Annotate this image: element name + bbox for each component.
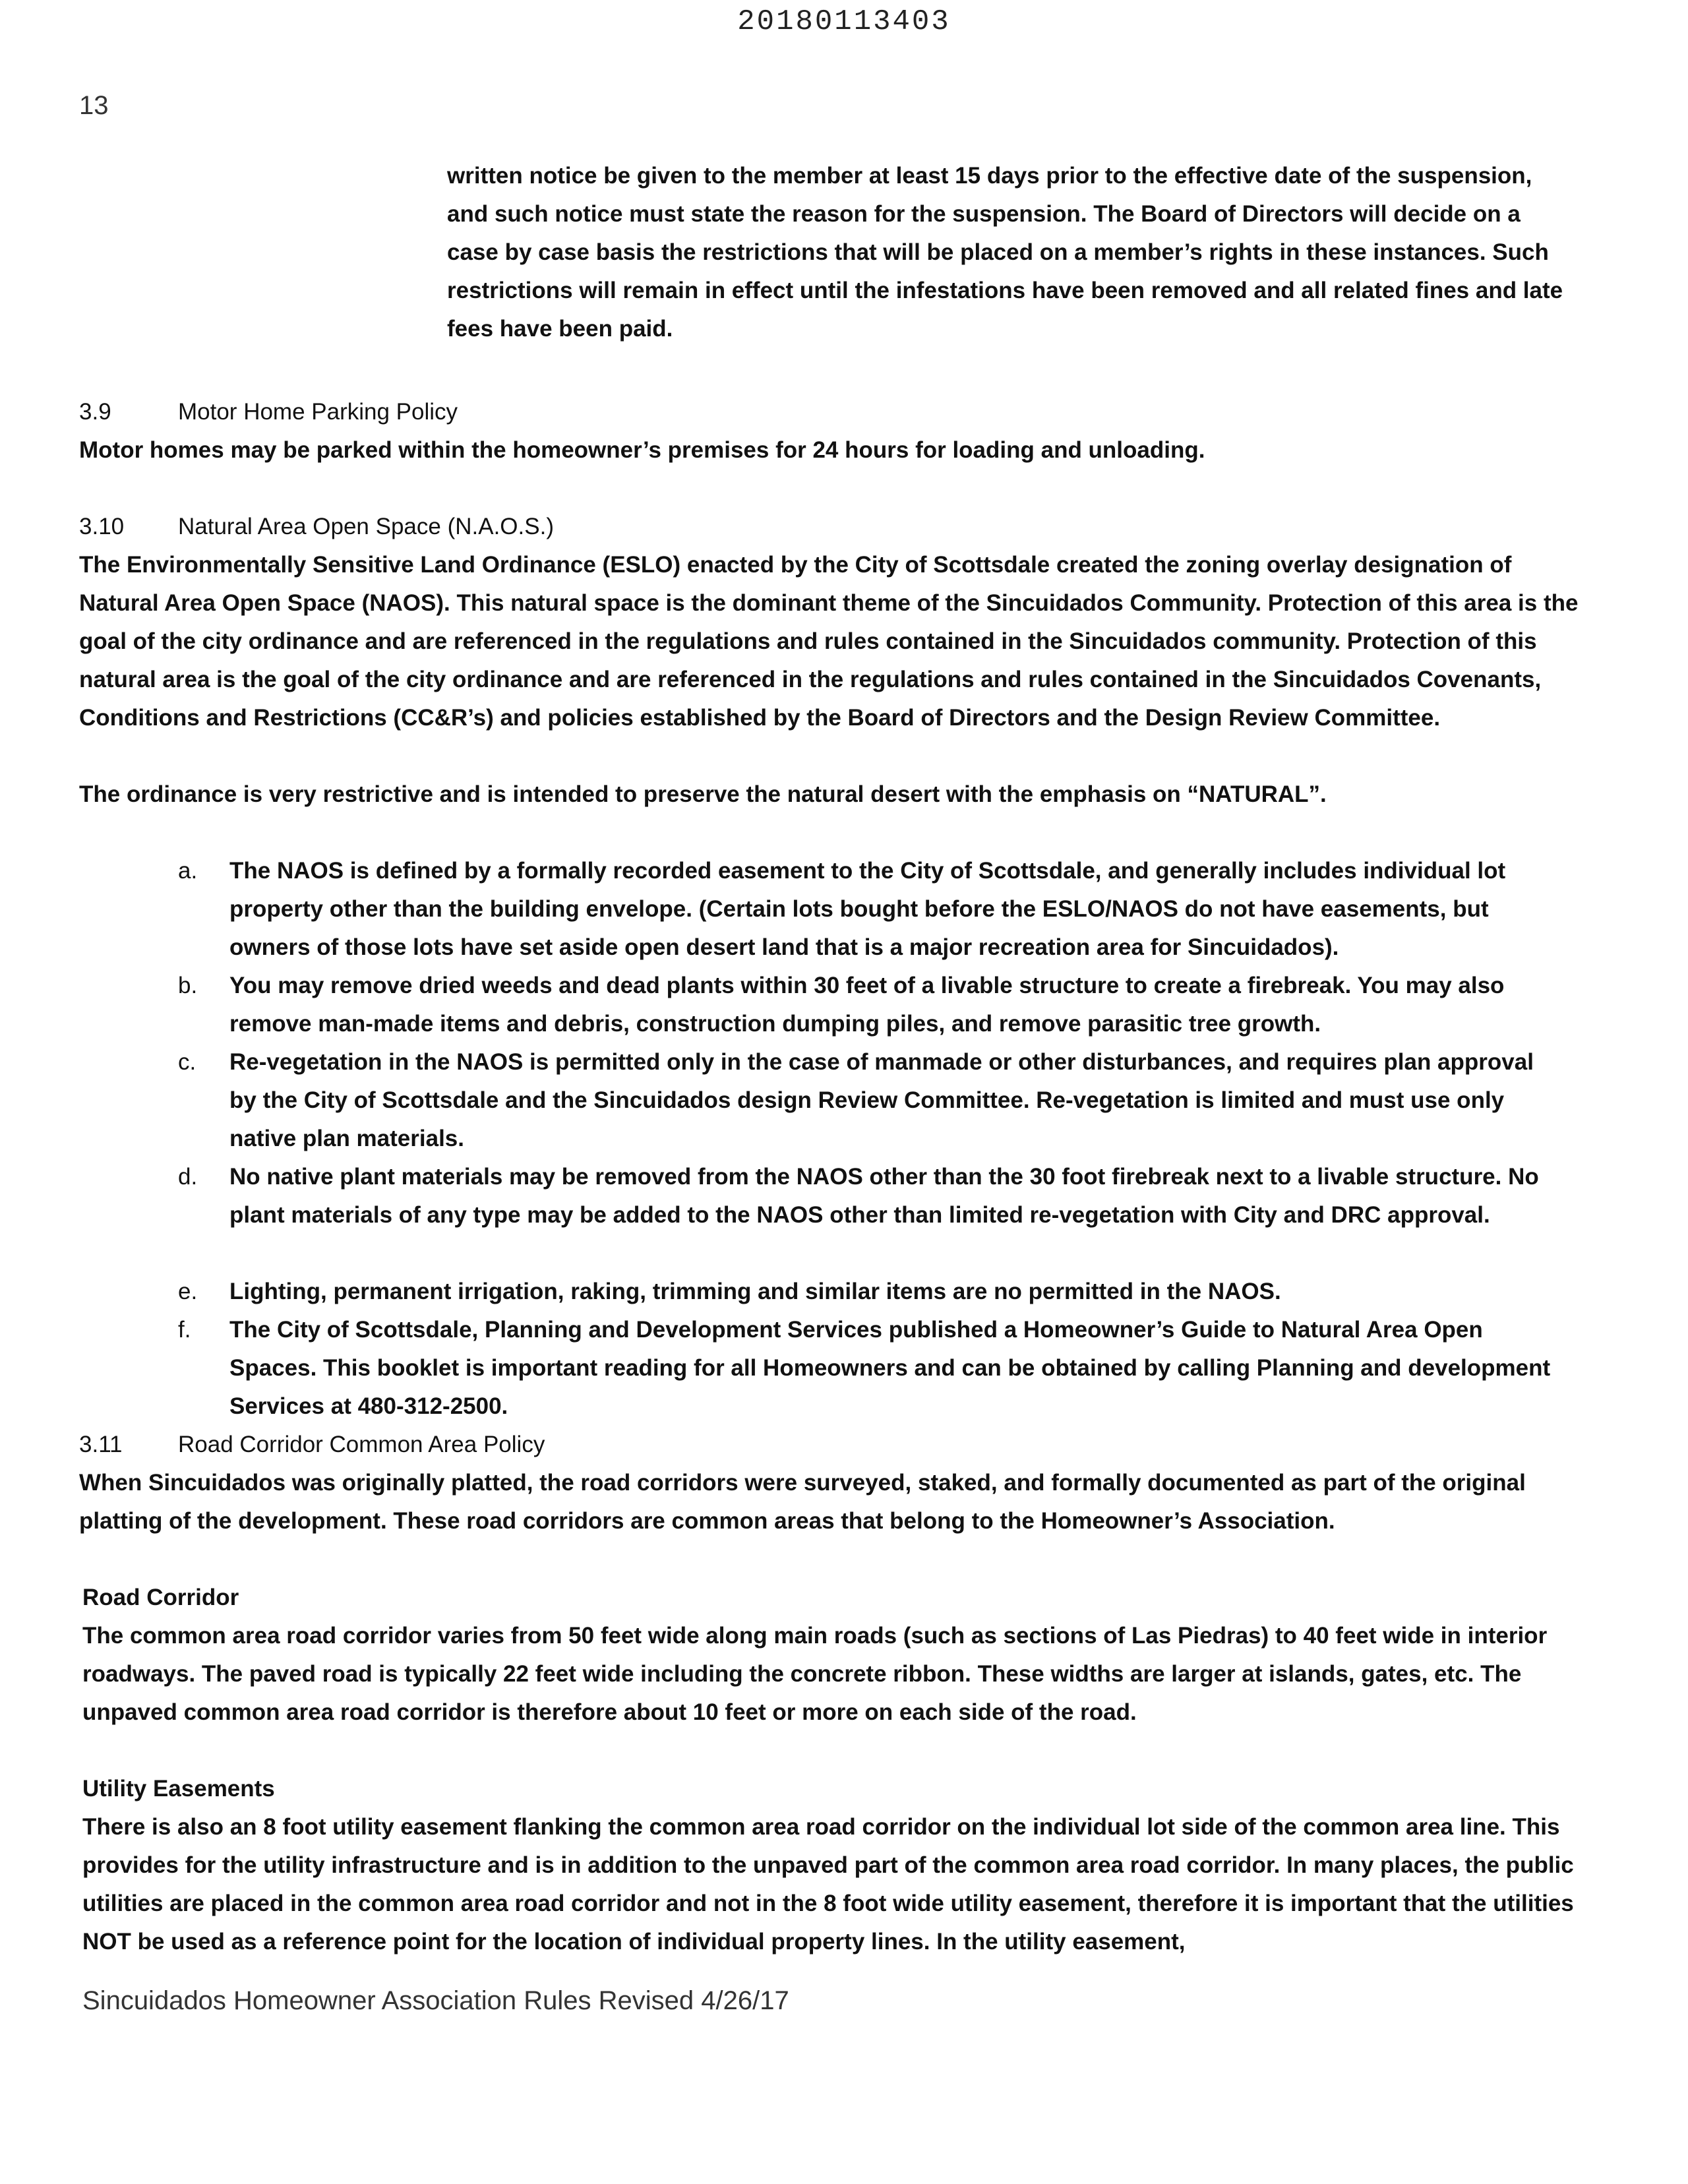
- section-3-9-body: Motor homes may be parked within the homeowner’s premises for 24 hours for loading and unloading.: [79, 437, 1205, 463]
- list-letter: a.: [178, 858, 198, 884]
- continuation-paragraph: written notice be given to the member at least 15 days prior to the effective date of the suspension, and such notice must state the reason for the suspension. The Board of Directors will decide on a case by case basis the restrictions that will be placed on a member’s rights in these instances. Such restrictions will remain in effect until the infestations have been removed and all related fines and late fees have been paid.: [447, 163, 1563, 342]
- section-3-9-heading: [79, 393, 458, 431]
- section-number: 3.9: [79, 399, 111, 425]
- list-item: [178, 1043, 1563, 1158]
- list-item: [178, 852, 1563, 967]
- list-item: [178, 1311, 1563, 1426]
- list-letter: f.: [178, 1317, 191, 1343]
- section-title: Natural Area Open Space (N.A.O.S.): [178, 514, 554, 539]
- list-item: [178, 1158, 1563, 1234]
- utility-easements-body: There is also an 8 foot utility easement flanking the common area road corridor on the individual lot side of the common area line. This provides for the utility infrastructure and is in addition to the unpaved part of the common area road corridor. In many places, the public utilities are placed in the common area road corridor and not in the 8 foot wide utility easement, therefore it is important that the utilities NOT be used as a reference point for the location of individual property lines. In the utility easement,: [82, 1814, 1574, 1955]
- section-3-10-body: The Environmentally Sensitive Land Ordinance (ESLO) enacted by the City of Scottsdale created the zoning overlay designation of Natural Area Open Space (NAOS). This natural space is the dominant theme of the Sincuidados Community. Protection of this area is the goal of the city ordinance and are referenced in the regulations and rules contained in the Sincuidados community. Protection of this natural area is the goal of the city ordinance and are referenced in the regulations and rules contained in the Sincuidados Covenants, Conditions and Restrictions (CC&R’s) and policies established by the Board of Directors and the Design Review Committee.: [79, 552, 1579, 731]
- utility-easements-heading: Utility Easements: [82, 1776, 275, 1802]
- section-title: Road Corridor Common Area Policy: [178, 1432, 545, 1457]
- page-footer: Sincuidados Homeowner Association Rules Revised 4/26/17: [82, 1986, 789, 2015]
- list-letter: c.: [178, 1049, 196, 1075]
- list-item: [178, 1273, 1563, 1311]
- list-item-text: No native plant materials may be removed from the NAOS other than the 30 foot firebreak next to a livable structure. No plant materials of any type may be added to the NAOS other than limited re-vegetation with City and DRC approval.: [229, 1164, 1539, 1228]
- road-corridor-heading: Road Corridor: [82, 1585, 239, 1610]
- section-number: 3.11: [79, 1432, 123, 1457]
- section-3-10-body-2: The ordinance is very restrictive and is intended to preserve the natural desert with the emphasis on “NATURAL”.: [79, 781, 1327, 807]
- list-letter: b.: [178, 973, 198, 998]
- list-item-text: You may remove dried weeds and dead plants within 30 feet of a livable structure to create a firebreak. You may also remove man-made items and debris, construction dumping piles, and remove parasitic tree growth.: [229, 973, 1505, 1037]
- list-item-text: Lighting, permanent irrigation, raking, trimming and similar items are no permitted in the NAOS.: [229, 1279, 1281, 1304]
- road-corridor-body: The common area road corridor varies from 50 feet wide along main roads (such as sections of Las Piedras) to 40 feet wide in interior roadways. The paved road is typically 22 feet wide including the concrete ribbon. These widths are larger at islands, gates, etc. The unpaved common area road corridor is therefore about 10 feet or more on each side of the road.: [82, 1623, 1548, 1725]
- section-3-11-body: When Sincuidados was originally platted, the road corridors were surveyed, staked, and formally documented as part of the original platting of the development. These road corridors are common areas that belong to the Homeowner’s Association.: [79, 1470, 1526, 1534]
- section-number: 3.10: [79, 514, 125, 539]
- list-letter: d.: [178, 1164, 198, 1190]
- list-letter: e.: [178, 1279, 198, 1304]
- section-3-10-heading: [79, 508, 554, 546]
- list-item-text: The City of Scottsdale, Planning and Development Services published a Homeowner’s Guide to Natural Area Open Spaces. This booklet is important reading for all Homeowners and can be obtained by calling Planning and development Services at 480-312-2500.: [229, 1317, 1551, 1419]
- list-item-text: The NAOS is defined by a formally recorded easement to the City of Scottsdale, and generally includes individual lot property other than the building envelope. (Certain lots bought before the ESLO/NAOS do not have easements, but owners of those lots have set aside open desert land that is a major recreation area for Sincuidados).: [229, 858, 1506, 960]
- section-3-11-heading: [79, 1426, 545, 1464]
- page-number: 13: [79, 91, 109, 120]
- section-title: Motor Home Parking Policy: [178, 399, 458, 425]
- list-item-text: Re-vegetation in the NAOS is permitted only in the case of manmade or other disturbances, and requires plan approval by the City of Scottsdale and the Sincuidados design Review Committee. Re-vegetation is limited and must use only native plan materials.: [229, 1049, 1534, 1151]
- list-item: [178, 967, 1563, 1043]
- document-number: 20180113403: [737, 5, 951, 38]
